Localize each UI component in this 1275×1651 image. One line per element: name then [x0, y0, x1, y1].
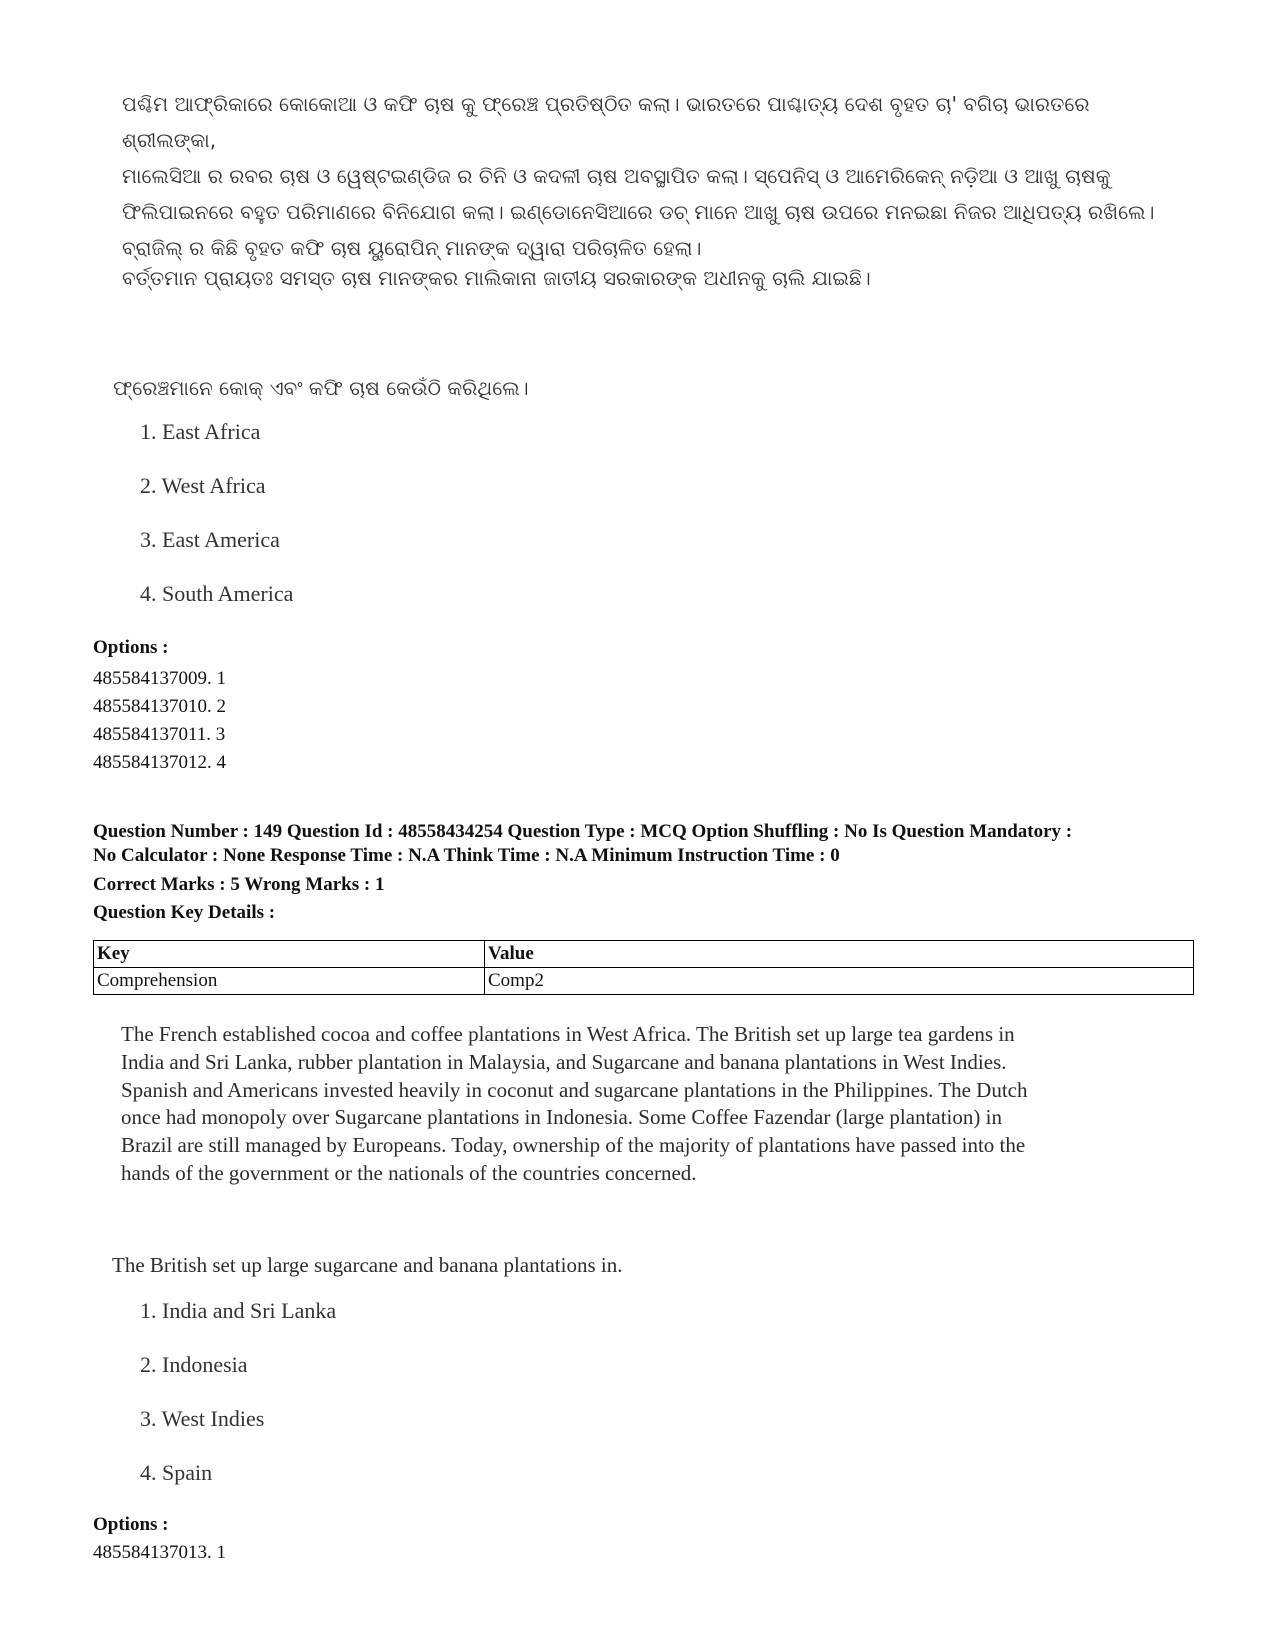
- choice-item: 3. East America: [140, 527, 280, 552]
- option-id: 485584137009. 1: [93, 668, 226, 689]
- table-cell-value: Comp2: [485, 968, 1194, 995]
- table-header-value: Value: [485, 941, 1194, 968]
- odia-passage-line: ବ୍ରାଜିଲ୍ ର କିଛି ବୃହତ କଫି ଚାଷ ୟୁରୋପିନ୍ ମାନଙ୍କ ଦ୍ୱାରା ପରିଚାଳିତ ହେଲା।: [122, 236, 702, 260]
- table-cell-key: Comprehension: [94, 968, 485, 995]
- passage-line: Brazil are still managed by Europeans. Today, ownership of the majority of plantations have passed into the: [121, 1133, 1026, 1158]
- question-text: The British set up large sugarcane and banana plantations in.: [112, 1253, 623, 1277]
- passage-line: The French established cocoa and coffee plantations in West Africa. The British set up large tea gardens in: [121, 1022, 1015, 1046]
- choice-item: 4. Spain: [140, 1460, 213, 1485]
- question-meta: [93, 820, 1203, 868]
- options-list: [93, 1542, 226, 1564]
- option-id: 485584137011. 3: [93, 724, 226, 745]
- table-header-key: Key: [94, 941, 485, 968]
- choice-item: 2. West Africa: [140, 473, 266, 498]
- passage-line: Spanish and Americans invested heavily in coconut and sugarcane plantations in the Philippines. The Dutch: [121, 1077, 1028, 1102]
- choice-list: [140, 417, 293, 633]
- english-passage: [121, 1021, 1201, 1188]
- odia-passage-line: ଫିଲିପାଇନରେ ବହୁତ ପରିମାଣରେ ବିନିଯୋଗ କଲା। ଇଣ୍ଡୋନେସିଆରେ ଡଚ୍ ମାନେ ଆଖୁ ଚାଷ ଉପରେ ମନଇଛା ନିଜର ଆଧିପତ୍ୟ ରଖିଲେ।: [122, 200, 1155, 224]
- choice-item: 1. India and Sri Lanka: [140, 1298, 337, 1323]
- question-meta-line: No Calculator : None Response Time : N.A Think Time : N.A Minimum Instruction Time : 0: [93, 845, 840, 866]
- option-id: 485584137013. 1: [93, 1542, 226, 1563]
- options-label: Options :: [93, 637, 169, 658]
- odia-passage-line: ପଶ୍ଚିମ ଆଫ୍ରିକାରେ କୋକୋଆ ଓ କଫି ଚାଷ କୁ ଫ୍ରେଞ୍ଚ ପ୍ରତିଷ୍ଠିତ କଲା। ଭାରତରେ ପାଶ୍ଚାତ୍ୟ ଦେଶ ବୃହତ ଚା' ବଗିଚା ଭାରତରେ ଶ୍ରୀଲଙ୍କା,: [122, 92, 1090, 152]
- option-id: 485584137012. 4: [93, 752, 226, 773]
- options-list: [93, 665, 226, 777]
- odia-question-text: ଫ୍ରେଞ୍ଚମାନେ କୋକ୍ ଏବଂ କଫି ଚାଷ କେଉଁଠି କରିଥିଲେ।: [113, 376, 529, 400]
- passage-line: once had monopoly over Sugarcane plantations in Indonesia. Some Coffee Fazendar (large plantation) in: [121, 1105, 1002, 1130]
- table-row: [94, 968, 1194, 995]
- table-header-row: [94, 941, 1194, 968]
- odia-passage-line: ମାଲେସିଆ ର ରବର ଚାଷ ଓ ୱେଷ୍ଟଇଣ୍ଡିଜ ର ଚିନି ଓ କଦଳୀ ଚାଷ ଅବସ୍ଥାପିତ କଲା। ସ୍ପେନିସ୍ ଓ ଆମେରିକେନ୍ ନଡ଼ିଆ ଓ ଆଖୁ ଚାଷକୁ: [122, 164, 1111, 188]
- key-details-table: [93, 940, 1194, 995]
- choice-item: 3. West Indies: [140, 1406, 265, 1431]
- choice-item: 1. East Africa: [140, 419, 261, 444]
- choice-item: 2. Indonesia: [140, 1352, 248, 1377]
- choice-list: [140, 1296, 336, 1512]
- choice-item: 4. South America: [140, 581, 294, 606]
- odia-passage-closing: ବର୍ତ୍ତମାନ ପ୍ରାୟତଃ ସମସ୍ତ ଚାଷ ମାନଙ୍କର ମାଲିକାନା ଜାତୀୟ ସରକାରଙ୍କ ଅଧୀନକୁ ଚାଲି ଯାଇଛି।: [122, 266, 871, 290]
- options-label: Options :: [93, 1514, 169, 1535]
- passage-line: hands of the government or the nationals of the countries concerned.: [121, 1160, 697, 1185]
- odia-passage: [122, 86, 1172, 266]
- question-meta-line: Question Number : 149 Question Id : 48558434254 Question Type : MCQ Option Shuffling : No Is Question Mandatory :: [93, 821, 1073, 842]
- option-id: 485584137010. 2: [93, 696, 226, 717]
- passage-line: India and Sri Lanka, rubber plantation in Malaysia, and Sugarcane and banana plantations in West Indies.: [121, 1049, 1007, 1074]
- marks-line: Correct Marks : 5 Wrong Marks : 1: [93, 874, 385, 895]
- key-details-label: Question Key Details :: [93, 902, 276, 923]
